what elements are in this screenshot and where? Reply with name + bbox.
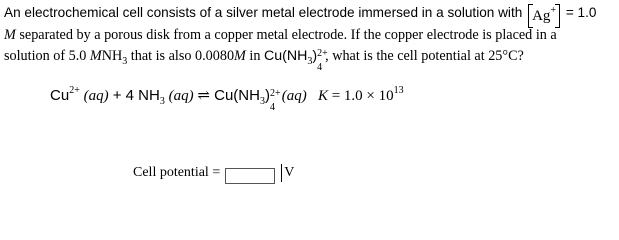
problem-text-3b: that is also 0.0080: [127, 48, 235, 64]
aqueous-state-2: (aq): [168, 88, 194, 104]
aqueous-state-3: (aq): [281, 88, 307, 104]
complex-close-paren: ): [312, 48, 318, 64]
problem-line-3: [4, 47, 615, 73]
problem-text-3c: in: [245, 48, 265, 64]
molarity-unit: M: [89, 48, 102, 64]
complex-term-subscript-3: 3: [259, 96, 265, 107]
copper-ion-charge: 2+: [69, 85, 80, 96]
silver-concentration-value: = 1.0: [565, 5, 597, 20]
complex-formula: Cu(NH: [264, 48, 308, 64]
copper-ion: Cu: [50, 87, 70, 104]
silver-ion-concentration: [528, 6, 560, 26]
aqueous-state-1: (aq): [83, 88, 109, 104]
problem-line-2: [4, 26, 615, 45]
complex-term-subscript-4: 4: [269, 102, 275, 113]
ammonia-term-subscript: 3: [159, 96, 165, 107]
silver-ion: Ag: [532, 8, 551, 24]
complex-term: Cu(NH: [209, 87, 260, 104]
complex-term-close-paren: ): [264, 87, 270, 104]
ammonia-term: + 4 NH: [108, 87, 160, 104]
complex-term-charge: 2+: [269, 88, 281, 99]
equilibrium-constant-exponent: 13: [393, 85, 404, 96]
complex-subscript-4: 4: [317, 62, 323, 73]
equilibrium-constant-label: K: [317, 88, 328, 104]
complex-subscript-3: 3: [307, 56, 313, 67]
equilibrium-arrow-icon: ⇌: [197, 88, 210, 104]
ammonia-subscript: 3: [122, 56, 128, 67]
cell-potential-input[interactable]: [225, 168, 275, 184]
problem-text-1: An electrochemical cell consists of a silver metal electrode immersed in a solution with: [4, 5, 523, 20]
cell-potential-label: Cell potential =: [133, 165, 221, 180]
answer-row: [133, 164, 294, 184]
molarity-unit: M: [234, 48, 246, 64]
problem-text-3d: , what is the cell potential at 25°C?: [325, 48, 524, 64]
problem-text-3a: solution of 5.0: [4, 48, 90, 64]
ammonia-formula: NH: [101, 48, 123, 64]
complex-charge: 2+: [317, 48, 328, 59]
cell-potential-unit: V: [281, 164, 294, 182]
molarity-unit: M: [4, 27, 16, 43]
equilibrium-constant-value: = 1.0 × 10: [327, 88, 394, 104]
equilibrium-equation: [50, 85, 404, 113]
problem-line-1: [4, 3, 615, 26]
problem-text-2: separated by a porous disk from a copper metal electrode. If the copper electrode is placed in a: [15, 27, 557, 43]
problem-statement: [4, 3, 615, 73]
silver-ion-charge: +: [550, 5, 557, 16]
